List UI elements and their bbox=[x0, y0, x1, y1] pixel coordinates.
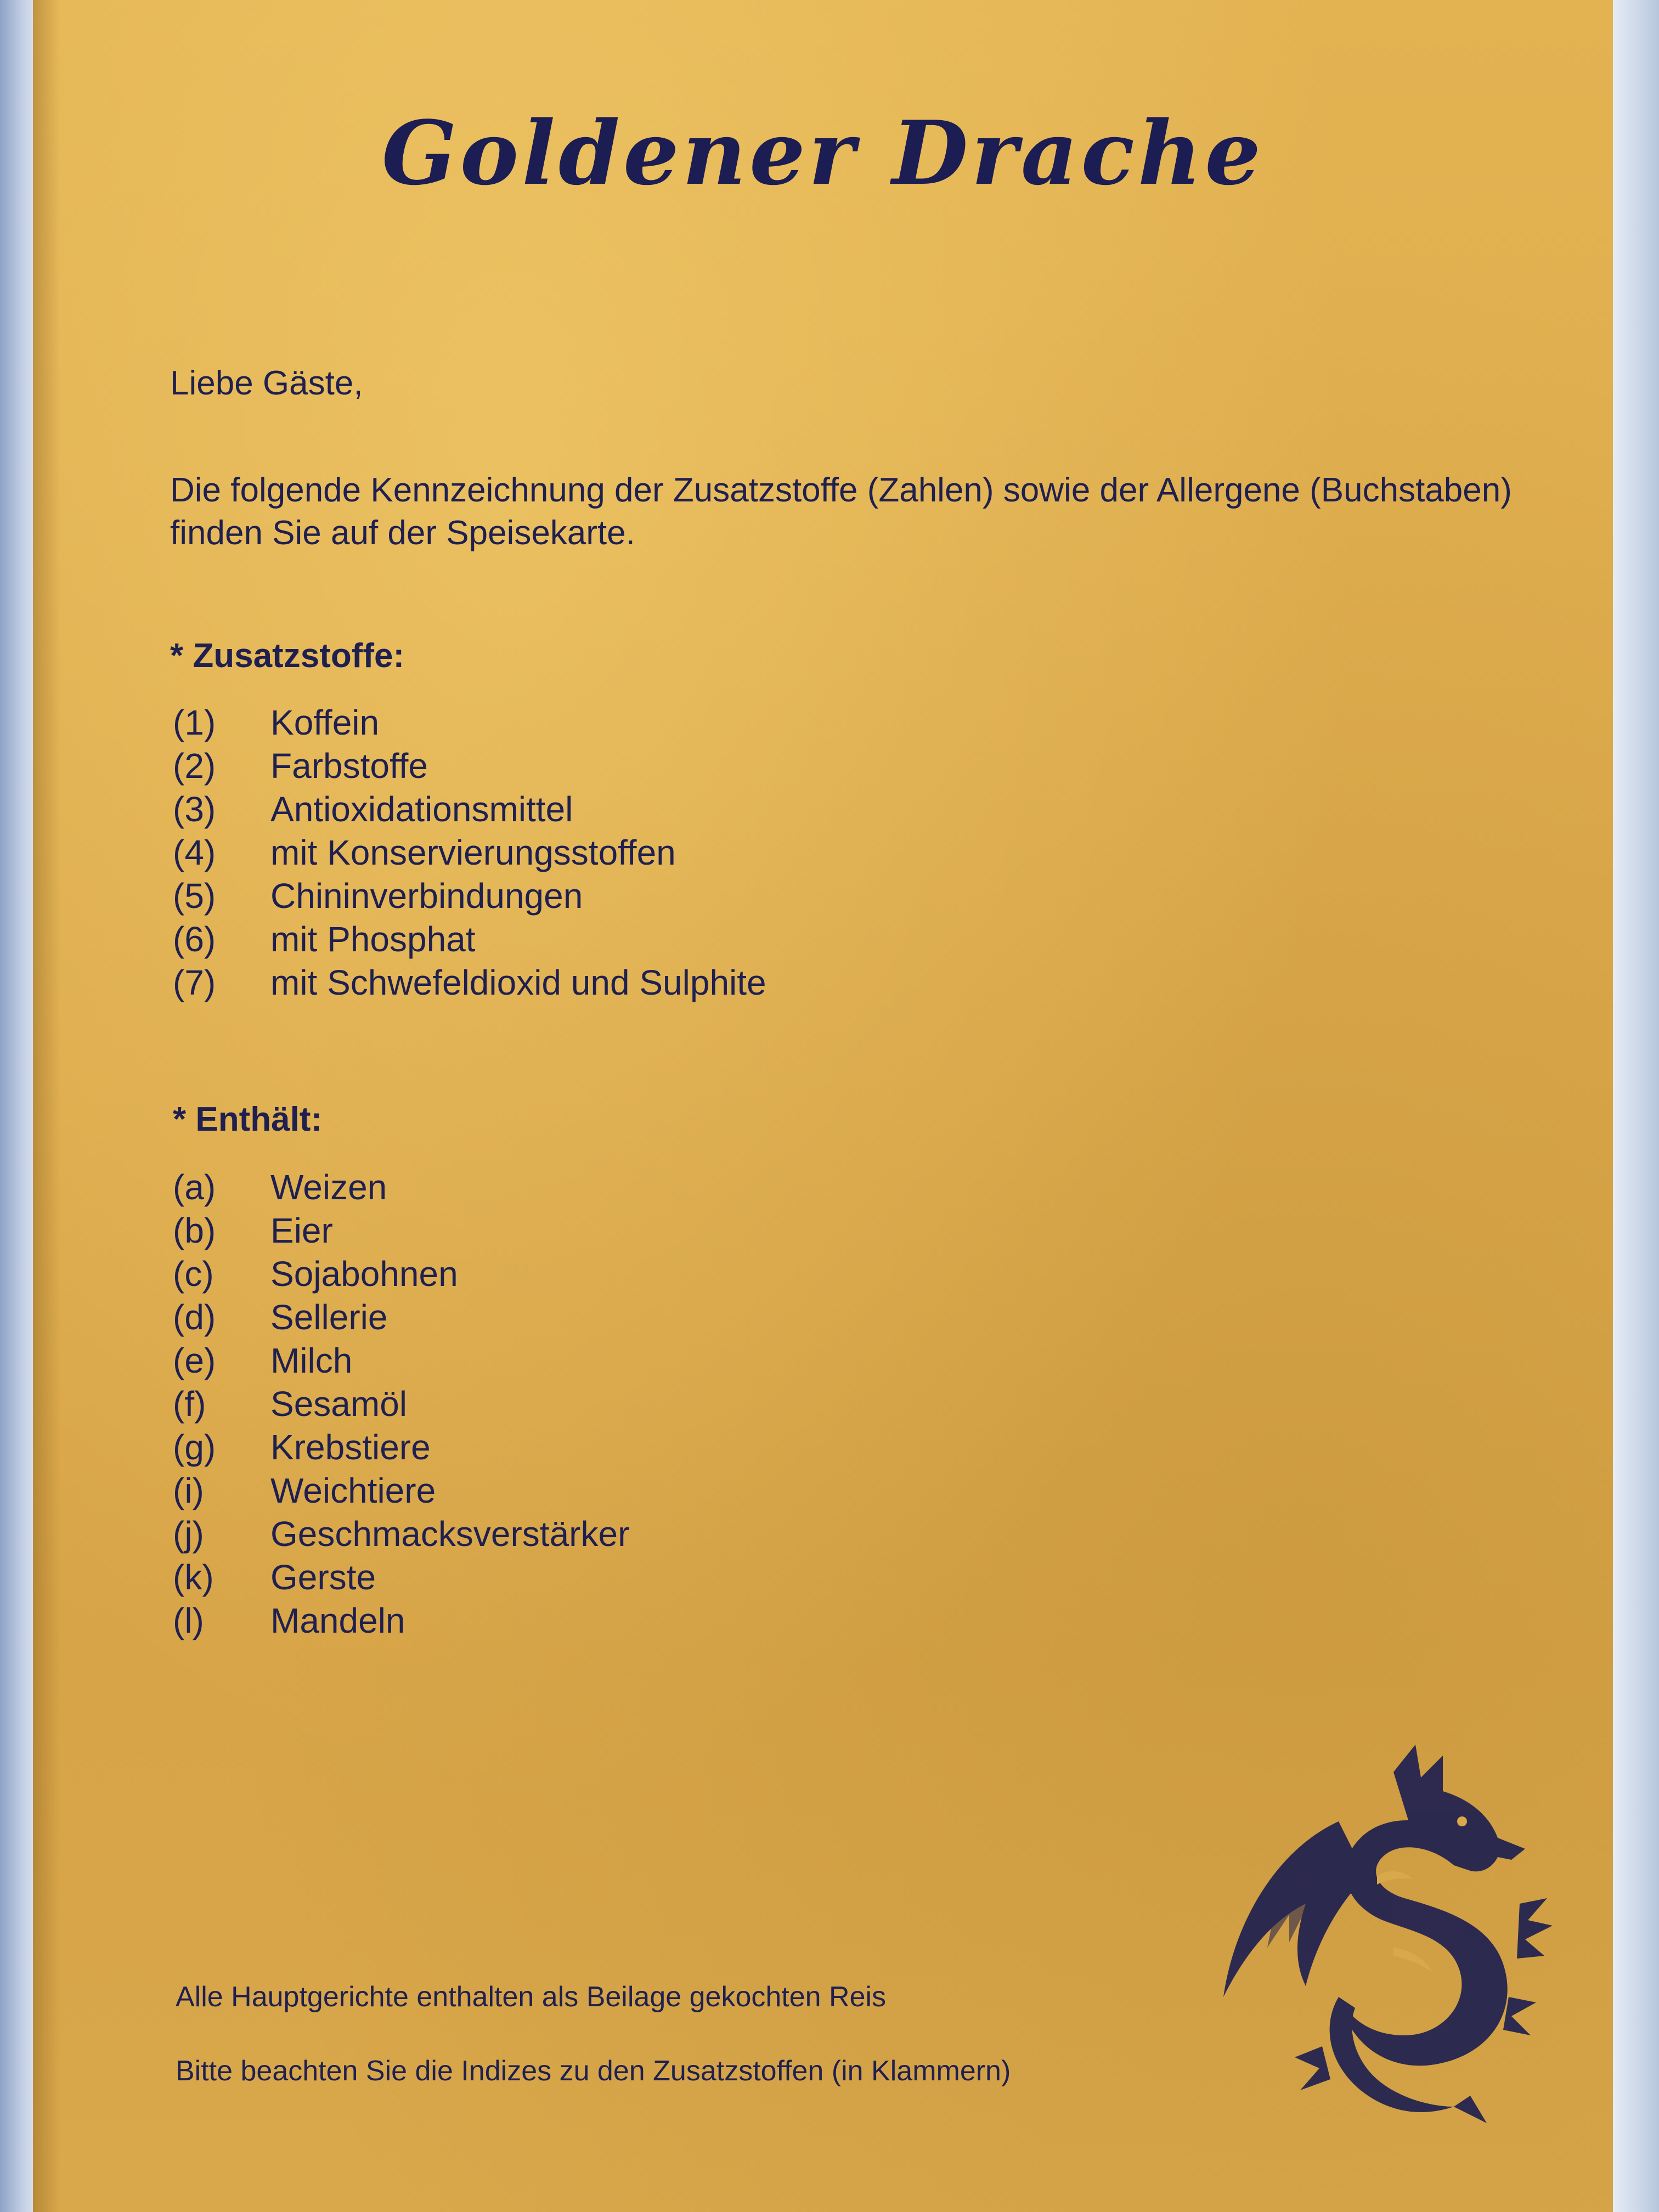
item-code: (f) bbox=[173, 1384, 206, 1424]
menu-sheet bbox=[33, 0, 1613, 2212]
item-label: Chininverbindungen bbox=[270, 876, 583, 916]
item-code: (1) bbox=[173, 703, 216, 742]
list-item bbox=[173, 744, 766, 788]
item-code: (7) bbox=[173, 963, 216, 1002]
item-label: Sojabohnen bbox=[270, 1254, 458, 1294]
item-code: (6) bbox=[173, 919, 216, 959]
item-label: Milch bbox=[270, 1341, 353, 1380]
additives-list bbox=[173, 701, 766, 1005]
item-label: Koffein bbox=[270, 703, 380, 742]
item-code: (a) bbox=[173, 1167, 216, 1207]
item-code: (g) bbox=[173, 1427, 216, 1467]
list-item bbox=[173, 1296, 629, 1339]
item-label: mit Phosphat bbox=[270, 919, 476, 959]
allergens-list bbox=[173, 1166, 629, 1643]
item-code: (b) bbox=[173, 1211, 216, 1250]
greeting: Liebe Gäste, bbox=[170, 364, 363, 402]
index-note: Bitte beachten Sie die Indizes zu den Zusatzstoffen (in Klammern) bbox=[176, 2055, 1011, 2087]
item-label: Mandeln bbox=[270, 1601, 405, 1640]
item-code: (j) bbox=[173, 1514, 204, 1554]
item-code: (c) bbox=[173, 1254, 214, 1294]
list-item bbox=[173, 1426, 629, 1469]
item-label: mit Konservierungsstoffen bbox=[270, 833, 676, 872]
item-label: Krebstiere bbox=[270, 1427, 431, 1467]
item-code: (5) bbox=[173, 876, 216, 916]
list-item bbox=[173, 1513, 629, 1556]
restaurant-title: Goldener Drache bbox=[381, 101, 1265, 205]
item-label: Eier bbox=[270, 1211, 333, 1250]
item-code: (2) bbox=[173, 746, 216, 786]
binder-sleeve-right bbox=[1613, 0, 1659, 2212]
item-label: Geschmacksverstärker bbox=[270, 1514, 630, 1554]
allergens-heading: * Enthält: bbox=[173, 1101, 323, 1138]
list-item bbox=[173, 918, 766, 961]
item-label: Farbstoffe bbox=[270, 746, 428, 786]
list-item bbox=[173, 1339, 629, 1383]
item-code: (3) bbox=[173, 789, 216, 829]
intro-paragraph: Die folgende Kennzeichnung der Zusatzstoffe (Zahlen) sowie der Allergene (Buchstaben) finden Sie auf der Speisekarte. bbox=[170, 471, 1512, 552]
list-item bbox=[173, 961, 766, 1005]
dragon-icon bbox=[1212, 1739, 1564, 2134]
item-label: mit Schwefeldioxid und Sulphite bbox=[270, 963, 766, 1002]
list-item bbox=[173, 1209, 629, 1252]
list-item bbox=[173, 701, 766, 744]
list-item bbox=[173, 1469, 629, 1513]
item-label: Sellerie bbox=[270, 1297, 388, 1337]
rice-note: Alle Hauptgerichte enthalten als Beilage gekochten Reis bbox=[176, 1981, 887, 2013]
item-label: Weizen bbox=[270, 1167, 387, 1207]
list-item bbox=[173, 1599, 629, 1643]
item-code: (k) bbox=[173, 1558, 214, 1597]
item-code: (e) bbox=[173, 1341, 216, 1380]
list-item bbox=[173, 874, 766, 918]
list-item bbox=[173, 1383, 629, 1426]
list-item bbox=[173, 788, 766, 831]
list-item bbox=[173, 1252, 629, 1296]
item-code: (d) bbox=[173, 1297, 216, 1337]
item-label: Sesamöl bbox=[270, 1384, 407, 1424]
list-item bbox=[173, 1166, 629, 1209]
item-code: (i) bbox=[173, 1471, 204, 1510]
item-code: (l) bbox=[173, 1601, 204, 1640]
item-label: Gerste bbox=[270, 1558, 376, 1597]
item-code: (4) bbox=[173, 833, 216, 872]
additives-heading: * Zusatzstoffe: bbox=[170, 637, 405, 675]
item-label: Antioxidationsmittel bbox=[270, 789, 573, 829]
item-label: Weichtiere bbox=[270, 1471, 436, 1510]
list-item bbox=[173, 831, 766, 874]
list-item bbox=[173, 1556, 629, 1599]
